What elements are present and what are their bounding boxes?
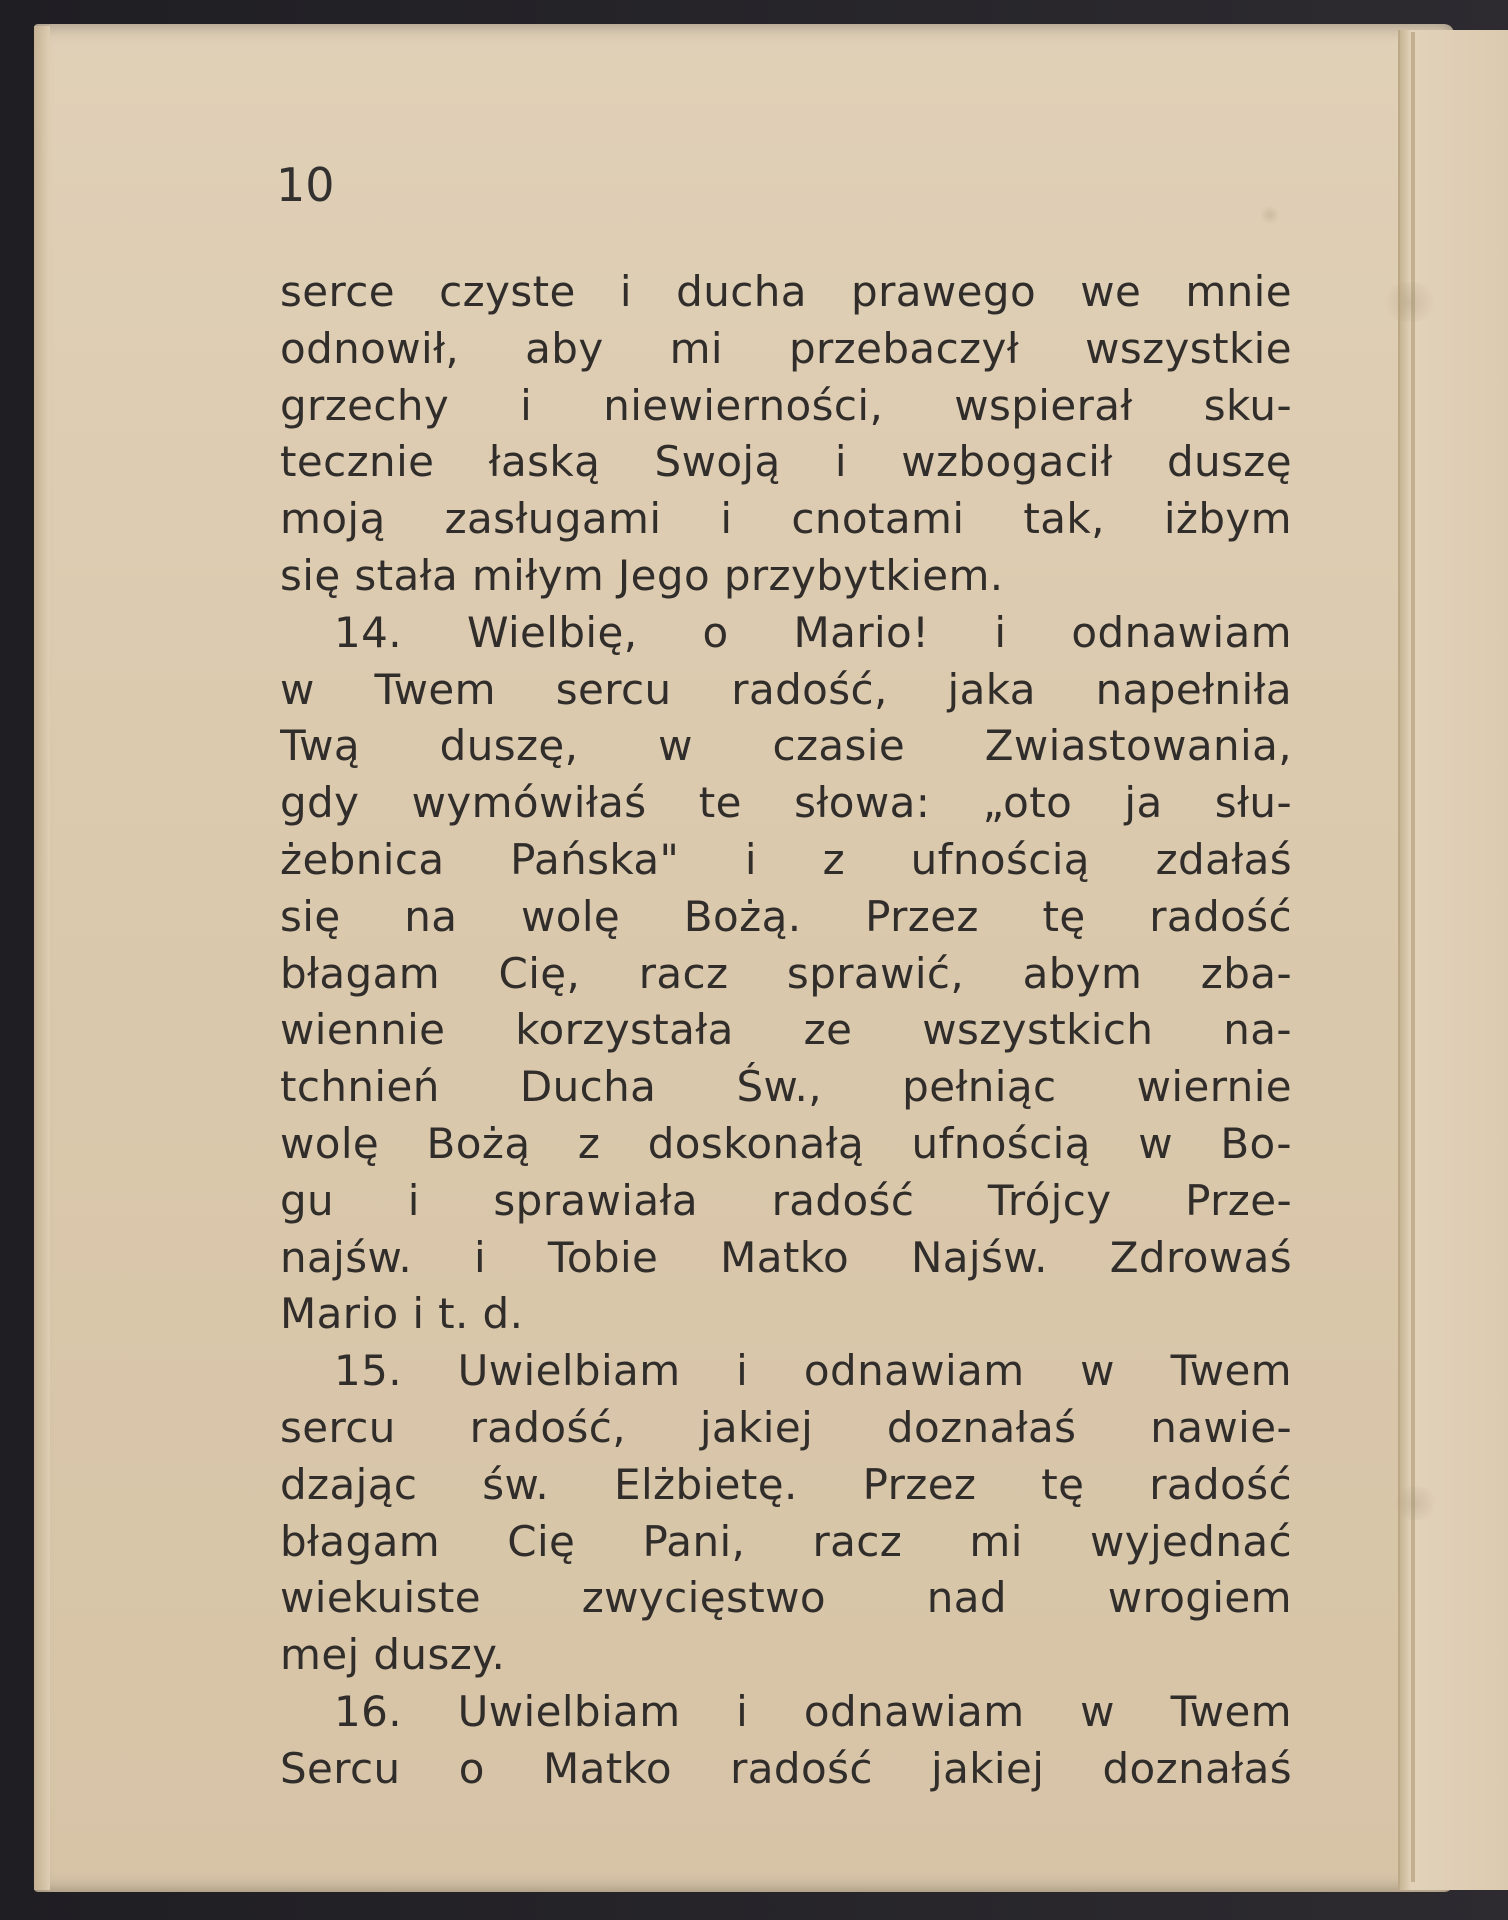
text-line: tchnień Ducha Św., pełniąc wiernie — [280, 1062, 1292, 1112]
text-line: błagam Cię Pani, racz mi wyjednać — [280, 1516, 1292, 1566]
paragraph-start: 14. Wielbię, o Mario! i odnawiam — [334, 607, 1292, 657]
text-line: wiennie korzystała ze wszystkich na- — [280, 1005, 1292, 1055]
text-line: moją zasługami i cnotami tak, iżbym — [280, 494, 1292, 544]
paper-stain — [1390, 1486, 1440, 1520]
text-line: gu i sprawiała radość Trójcy Prze- — [280, 1175, 1292, 1225]
text-line: tecznie łaską Swoją i wzbogacił duszę — [280, 437, 1292, 487]
paragraph-start: 15. Uwielbiam i odnawiam w Twem — [334, 1346, 1292, 1396]
paper-stain — [1380, 282, 1440, 322]
text-line: sercu radość, jakiej doznałaś nawie- — [280, 1402, 1292, 1452]
text-line: się na wolę Bożą. Przez tę radość — [280, 891, 1292, 941]
text-line: grzechy i niewierności, wspierał sku- — [280, 380, 1292, 430]
text-line: Sercu o Matko radość jakiej doznałaś — [280, 1743, 1292, 1793]
text-line: Mario i t. d. — [280, 1289, 524, 1339]
text-line: odnowił, aby mi przebaczył wszystkie — [280, 323, 1292, 373]
page-edge-left — [34, 26, 50, 1890]
text-line: żebnica Pańska" i z ufnością zdałaś — [280, 834, 1292, 884]
text-line: serce czyste i ducha prawego we mnie — [280, 267, 1292, 316]
paper-stain — [1260, 205, 1280, 225]
text-line: w Twem sercu radość, jaka napełniła — [280, 664, 1292, 714]
page-text — [280, 264, 1292, 1798]
text-line: dzając św. Elżbietę. Przez tę radość — [280, 1459, 1292, 1509]
text-line: się stała miłym Jego przybytkiem. — [280, 550, 1004, 600]
paragraph-start: 16. Uwielbiam i odnawiam w Twem — [334, 1686, 1292, 1736]
text-line: wiekuiste zwycięstwo nad wrogiem — [280, 1573, 1292, 1623]
page-number: 10 — [276, 158, 335, 212]
text-line: najśw. i Tobie Matko Najśw. Zdrowaś — [280, 1232, 1292, 1282]
text-line: Twą duszę, w czasie Zwiastowania, — [280, 721, 1292, 771]
text-line: wolę Bożą z doskonałą ufnością w Bo- — [280, 1118, 1292, 1168]
text-line: błagam Cię, racz sprawić, abym zba- — [280, 948, 1292, 998]
text-line: mej duszy. — [280, 1630, 506, 1680]
text-line: gdy wymówiłaś te słowa: „oto ja słu- — [280, 778, 1292, 828]
